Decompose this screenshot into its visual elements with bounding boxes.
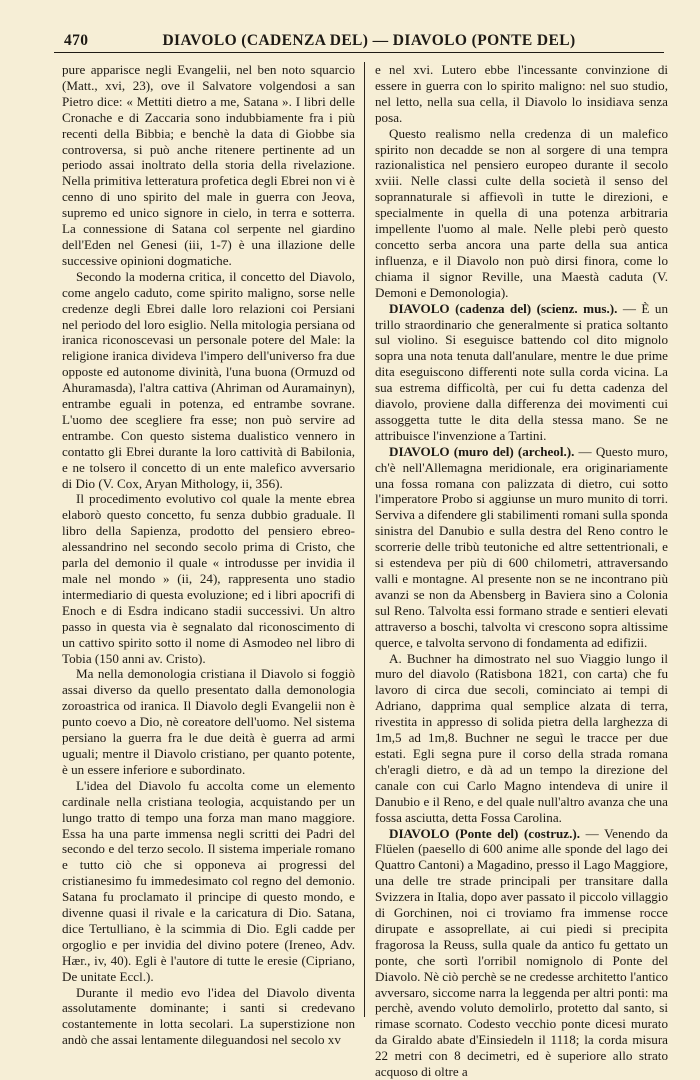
left-column	[62, 62, 355, 1017]
entry-headword: DIAVOLO (Ponte del) (costruz.).	[389, 826, 580, 841]
entry-ponte-del-diavolo	[375, 826, 668, 1080]
paragraph: pure apparisce negli Evangelii, nel ben noto squarcio (Matt., xvi, 23), ove il Salvatore volgendosi a san Pietro dice: « Mettiti dietro a me, Satana ». I libri delle Cronache e di Zaccaria sono indubbiamente fra i più recenti della Bibbia; e benchè la data di Giobbe sia controversa, si può anche ritenere pertinente ad un periodo assai inoltrato della storia della rivelazione. Nella primitiva letteratura profetica degli Ebrei non vi è cenno di uno spirito del male in guerra con Jeova, supremo ed unico signore in cielo, in terra e sotterra. La connessione di Satana col serpente nel giardino dell'Eden nel Genesi (iii, 1-7) è una illazione delle successive opinioni dogmatiche.	[62, 62, 355, 269]
paragraph: A. Buchner ha dimostrato nel suo Viaggio lungo il muro del diavolo (Ratisbona 1821, con carta) che fu lavoro di circa due secoli, cominciato ai tempi di Adriano, dapprima qual semplice alzata di terra, rivestita in appresso di solida pietra della larghezza di 1m,5 ad 1m,8. Buchner ne seguì le tracce per due estati. Egli segna pure il corso della strada romana ch'eragli dietro, e dà ad un tempo la direzione del canale con cui Carlo Magno intendeva di unire il Danubio e il Reno, e del quale null'altro avanza che una fossa asciutta, detta Fossa Carolina.	[375, 651, 668, 826]
paragraph: Il procedimento evolutivo col quale la mente ebrea elaborò questo concetto, fu senza dubbio graduale. Il libro della Sapienza, prodotto del pensiero ebreo-alessandrino nel secondo secolo prima di Cristo, che parla del demonio il quale « introdusse per invidia il male nel mondo » (ii, 24), rappresenta uno stadio intermediario di questa evoluzione; ed i libri apocrifi di Enoch e di Esdra indicano stadii successivi. Un altro passo in questa via è segnalato dal riconoscimento di un cattivo spirito sotto il nome di Asmodeo nel libro di Tobia (150 anni av. Cristo).	[62, 491, 355, 666]
right-column	[375, 62, 668, 1017]
paragraph: Ma nella demonologia cristiana il Diavolo si foggiò assai diverso da quello presentato dalla demonologia zoroastrica od iranica. Il Diavolo degli Evangelii non è punto coevo a Dio, nè coreatore dell'uomo. Nel sistema persiano la guerra fra le due deità è guerra ad armi uguali; mentre il Diavolo cristiano, per quanto potente, è un essere inferiore e subordinato.	[62, 666, 355, 777]
entry-text: — È un trillo straordinario che generalmente si pratica soltanto sul violino. Si eseguisce battendo col dito mignolo sopra una nota tenuta dall'anulare, mentre le due prime dita eseguiscono differenti note sulla corda vicina. La sua estrema difficoltà, per cui fu detta cadenza del diavolo, proviene dalla differenza dei movimenti cui assoggetta tutte le dita della stessa mano. Se ne attribuisce l'invenzione a Tartini.	[375, 301, 668, 443]
entry-muro-del-diavolo	[375, 444, 668, 651]
paragraph: Durante il medio evo l'idea del Diavolo diventa assolutamente dominante; i santi si credevano costantemente in lotta secolari. La superstizione non andò che assai lentamente dileguandosi nel secolo xv	[62, 985, 355, 1049]
paragraph: Secondo la moderna critica, il concetto del Diavolo, come angelo caduto, come spirito maligno, sorse nelle credenze degli Ebrei dalle loro relazioni coi Persiani nel periodo del loro esiglio. Nella mitologia persiana od iranica riconoscevasi un personale potere del Male: la religione iranica divideva l'impero dell'universo fra due opposte ed autonome divinità, l'una buona (Ormuzd od Ahuramasda), l'altra cattiva (Ahriman od Auramainyn), entrambe eguali in potenza, ed entrambe sovrane. L'uomo dee scegliere fra esse; non può servire ad entrambe. Con questo sistema dualistico vennero in contatto gli Ebrei durante la loro cattività di Babilonia, e ne tolsero il concetto di un ente malefico avversario di Dio (V. Cox, Aryan Mithology, ii, 356).	[62, 269, 355, 492]
column-divider	[364, 62, 365, 1017]
entry-cadenza-del-diavolo	[375, 301, 668, 444]
paragraph: L'idea del Diavolo fu accolta come un elemento cardinale nella cristiana teologia, acquistando per un lungo tratto di tempo una forza man mano maggiore. Essa ha una parte immensa negli scritti dei Padri del secondo e del terzo secolo. Il sistema imperiale romano e tutto ciò che si opponeva ai progressi del cristianesimo fu immedesimato col regno del demonio. Satana fu proclamato il principe di questo mondo, e divenne quasi il rivale e la caricatura di Dio. Satana, dice Tertulliano, è la scimmia di Dio. Egli cadde per orgoglio e per invidia del divino potere (Ireneo, Adv. Hær., iv, 40). Egli è l'autore di tutte le eresie (Cipriano, De unitate Eccl.).	[62, 778, 355, 985]
paragraph: Questo realismo nella credenza di un malefico spirito non decadde se non al sorgere di una tempra razionalistica nel pensiero europeo durante il secolo xviii. Nelle classi culte della società il senso del soprannaturale si affievolì in tutte le direzioni, e specialmente in quella di una potenza arbitraria impellente l'uomo al male. Nelle plebi però questo concetto serba ancora una parte della sua antica influenza, e il Diavolo non può dirsi finora, come lo chiama il signor Reville, una Maestà caduta (V. Demoni e Demonologia).	[375, 126, 668, 301]
entry-headword: DIAVOLO (muro del) (archeol.).	[389, 444, 574, 459]
paragraph: e nel xvi. Lutero ebbe l'incessante convinzione di essere in guerra con lo spirito maligno: nel suo studio, nel letto, nella sua cella, il Diavolo lo insidiava senza posa.	[375, 62, 668, 126]
entry-text: — Questo muro, ch'è nell'Allemagna meridionale, era originariamente una fossa romana con palizzata di dietro, cui sotto l'imperatore Probo si aggiunse un muro munito di torri. Serviva a difendere gli stabilimenti romani sulla sponda sinistra del Danubio e sulla destra del Reno contro le scorrerie delle tribù teutoniche ed altre settentrionali, e si estendeva per più di 600 chilometri, attraversando valli e montagne. Al presente non se ne incontrano più avanzi se non da Abensberg in Baviera sino a Colonia sul Reno. Talvolta essi formano strade e sentieri elevati attraverso a boschi, talvolta vi crescono sopra altissime querce, e talvolta servono di fondamenta ad edifizii.	[375, 444, 668, 650]
page-header	[54, 32, 664, 53]
entry-headword: DIAVOLO (cadenza del) (scienz. mus.).	[389, 301, 617, 316]
running-head: DIAVOLO (CADENZA DEL) — DIAVOLO (PONTE DEL)	[54, 32, 664, 50]
entry-text: — Venendo da Flüelen (paesello di 600 anime alle sponde del lago dei Quattro Cantoni) a Magadino, presso il Lago Maggiore, una delle tre strade principali per transitare dalla Svizzera in Italia, dopo aver passato il piccolo villaggio di Gorchinen, noi ci troviamo fra immense rocce dirupate e assoprellate, ai cui piedi si precipita fragorosa la Reuss, sulla quale da antico fu gettato un ponte, che sortì l'orribil nomignolo di Ponte del Diavolo. Nè ciò perchè se ne credesse architetto l'antico avversaro, siccome narra la leggenda per altri ponti: ma perchè, avendo voluto demolirlo, protetto dal santo, si rimase scornato. Codesto vecchio ponte dicesi murato da Giraldo abate d'Einsiedeln il 1118; la corda misura 22 metri con 8 decimetri, ed è superiore allo strato acquoso di oltre a	[375, 826, 668, 1080]
page-number: 470	[64, 32, 88, 50]
text-columns	[62, 62, 668, 1017]
